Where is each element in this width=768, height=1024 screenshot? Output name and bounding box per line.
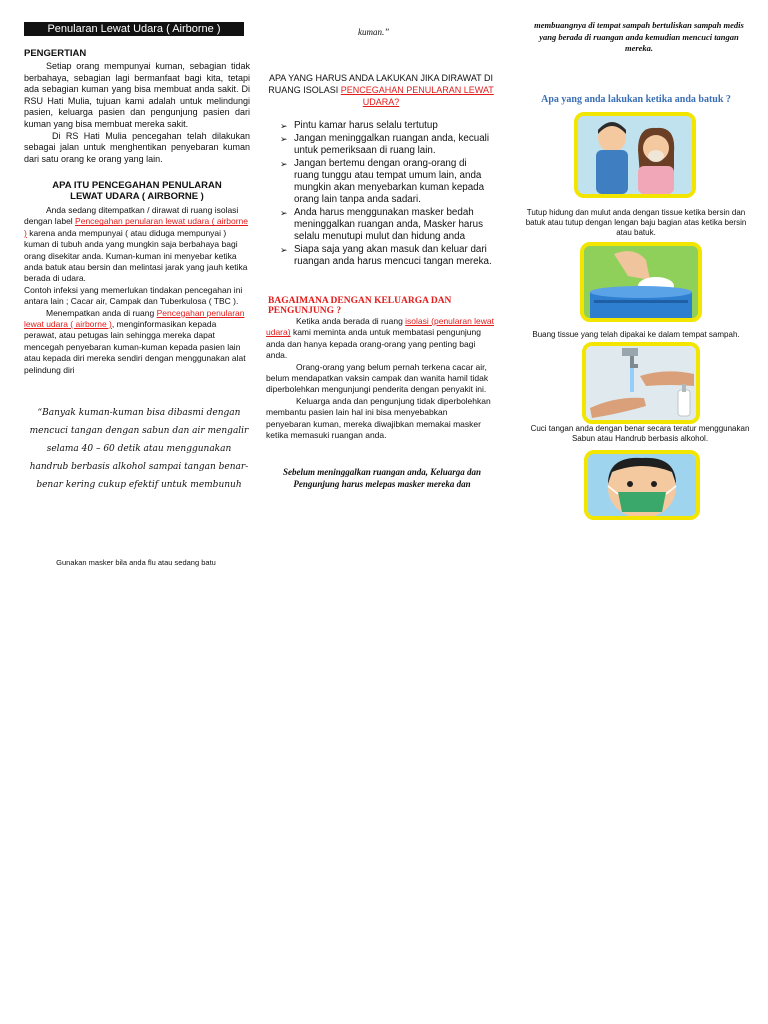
family-paragraph-1: Ketika anda berada di ruang isolasi (penularan lewat udara) kami meminta anda untuk membatasi pengunjung anda dan hanya kepada orang-orang yang penting bagi anda. [266, 316, 494, 361]
list-item: ➢ Pintu kamar harus selalu tertutup [280, 120, 438, 131]
family-closing-text: Sebelum meninggalkan ruangan anda, Keluarga dan Pengunjung harus melepas masker mereka dan [282, 467, 482, 489]
family-paragraph-2: Orang-orang yang belum pernah terkena cacar air, belum mendapatkan vaksin campak dan wanita hamil tidak diperbolehkan mengunjungi penderita dengan penyakit ini. [266, 361, 489, 395]
continued-text: kuman.” [358, 27, 390, 37]
airborne-paragraph-2: Contoh infeksi yang memerlukan tindakan pencegahan ini antara lain ; Cacar air, Campak dan Tuberkulosa ( TBC ). [24, 284, 243, 307]
tissue-trash-illustration-icon [580, 242, 702, 322]
cough-illustration-icon [574, 112, 696, 198]
list-item: ➢ Jangan meninggalkan ruangan anda, kecuali untuk pemeriksaan di ruang lain. [280, 133, 489, 156]
airborne-label-link: Pencegahan penularan lewat udara ( airborne ) [24, 216, 249, 238]
arrow-bullet-icon: ➢ [280, 134, 288, 144]
cough-heading: Apa yang anda lakukan ketika anda batuk ? [541, 94, 731, 105]
airborne-paragraph-3: Menempatkan anda di ruang Pencegahan penularan lewat udara ( airborne ), menginformasikan kepada perawat, atau petugas lain sehingga mereka dapat mencegah penyebaran kuman-kuman kepada pasien lain atau kepada diri mereka sendiri dengan menggunakan alat pelindung diri [24, 307, 246, 375]
family-visitor-heading: BAGAIMANA DENGAN KELUARGA DAN PENGUNJUNG ? [268, 296, 452, 316]
handwash-caption: Cuci tangan anda dengan benar secara teratur menggunakan Sabun atau Handrub berbasis alkohol. [530, 424, 750, 443]
mask-illustration-icon [584, 450, 700, 520]
trash-caption: Buang tissue yang telah dipakai ke dalam tempat sampah. [532, 330, 740, 339]
pengertian-paragraph-2: Di RS Hati Mulia pencegahan telah dilakukan sebagai jalan untuk menghentikan penyebaran kuman dari satu orang ke orang yang lain. [24, 130, 250, 164]
arrow-bullet-icon: ➢ [280, 159, 288, 169]
arrow-bullet-icon: ➢ [280, 208, 288, 218]
airborne-label-link-2: Pencegahan penularan lewat udara ( airborne ) [24, 307, 245, 330]
continued-text-right: membuangnya di tempat sampah bertuliskan sampah medis yang berada di ruangan anda kemudian mencuci tangan mereka. [534, 20, 744, 53]
airborne-paragraph-1: Anda sedang ditempatkan / dirawat di ruang isolasi dengan label Pencegahan penularan lewat udara ( airborne ) karena anda mempunyai ( atau diduga mempunyai ) kuman di tubuh anda yang mungkin saja berbahaya bagi orang disekitar anda. Kuman-kuman ini menyebar ketika anda batuk atau bersin dan melintasi jarak yang jauh ketika berada di udara. [24, 205, 249, 284]
mask-caption: Gunakan masker bila anda flu atau sedang batu [56, 558, 216, 567]
isolation-link: isolasi (penularan lewat udara) [266, 316, 494, 338]
pengertian-heading: PENGERTIAN [24, 48, 87, 59]
list-item: ➢ Jangan bertemu dengan orang-orang di ruang tunggu atau tempat umum lain, anda mungkin akan menyebarkan kuman kepada orang lain tanpa anda sadari. [280, 158, 485, 205]
isolation-heading-red: PENCEGAHAN PENULARAN LEWAT UDARA? [340, 85, 494, 107]
pengertian-paragraph-1: Setiap orang mempunyai kuman, sebagian tidak berbahaya, sebagian lagi bermanfaat bagi kita, tetapi ada sebagian kuman yang bisa membuat anda sakit. Di RSU Hati Mulia, tujuan kami adalah untuk melindungi pasien, keluarga pasien dan pengunjung pasien dari kuman yang bisa membuat mereka sakit. [24, 61, 250, 129]
handwash-illustration-icon [582, 342, 700, 424]
airborne-heading: APA ITU PENCEGAHAN PENULARAN LEWAT UDARA ( AIRBORNE ) [52, 180, 222, 202]
arrow-bullet-icon: ➢ [280, 245, 288, 255]
isolation-rules-list [280, 120, 492, 269]
list-item: ➢ Siapa saja yang akan masuk dan keluar dari ruangan anda harus mencuci tangan mereka. [280, 244, 492, 267]
isolation-heading: APA YANG HARUS ANDA LAKUKAN JIKA DIRAWAT DI RUANG ISOLASI PENCEGAHAN PENULARAN LEWAT UDARA? [268, 73, 494, 107]
cough-caption: Tutup hidung dan mulut anda dengan tissue ketika bersin dan batuk atau tutup dengan lengan baju bagian atas ketika bersin atau batuk. [525, 208, 747, 237]
list-item: ➢ Anda harus menggunakan masker bedah meninggalkan ruangan anda, Masker harus selalu menutupi mulut dan hidung anda [280, 207, 483, 242]
arrow-bullet-icon: ➢ [280, 121, 288, 131]
handwash-quote: “Banyak kuman-kuman bisa dibasmi dengan mencuci tangan dengan sabun dan air mengalir selama 40 – 60 detik atau menggunakan handrub berbasis alkohol sampai tangan benar-benar kering cukup efektif untuk membunuh [29, 408, 249, 490]
family-paragraph-3: Keluarga anda dan pengunjung tidak diperbolehkan membantu pasien lain hal ini bisa menyebabkan penyebaran kuman, mereka diwajibkan memakai masker ketika memasuki ruangan anda. [266, 395, 491, 441]
title-banner: Penularan Lewat Udara ( Airborne ) [24, 22, 244, 36]
